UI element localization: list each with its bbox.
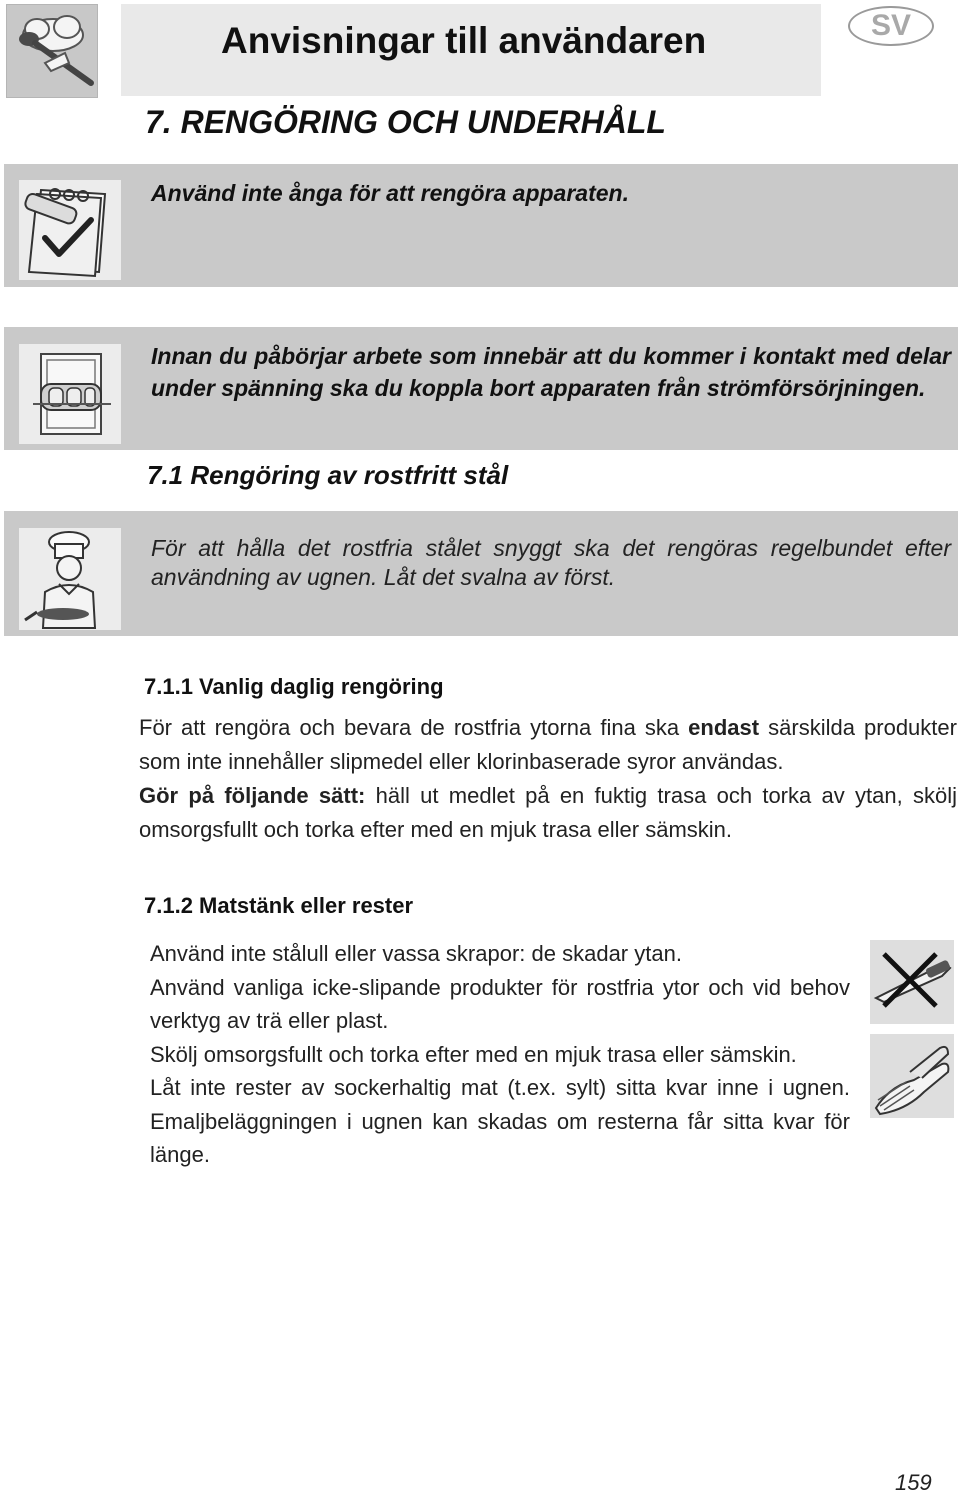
heading-food-splashes: 7.1.2 Matstänk eller rester bbox=[144, 893, 414, 918]
subsection-heading-stainless-steel: 7.1 Rengöring av rostfritt stål bbox=[147, 460, 509, 490]
heading-daily-cleaning: 7.1.1 Vanlig daglig rengöring bbox=[144, 674, 444, 699]
section-heading: 7. RENGÖRING OCH UNDERHÅLL bbox=[145, 104, 666, 140]
daily-p1-end: särskilda produkter som inte innehåller slipmedel eller klorinbaserade syror användas. bbox=[139, 715, 957, 774]
daily-cleaning-body bbox=[139, 711, 957, 847]
daily-p1-emphasis: endast bbox=[688, 715, 760, 740]
logo-chef-spoon-icon bbox=[6, 4, 98, 98]
no-knife-icon bbox=[870, 940, 954, 1024]
splash-line: Låt inte rester av sockerhaltig mat (t.ex. sylt) sitta kvar inne i ugnen. Emaljbeläggningen i ugnen kan skadas om resterna får sitta kvar för länge. bbox=[150, 1075, 850, 1167]
document-title: Anvisningar till användaren bbox=[221, 20, 707, 61]
notice-power-text: Innan du påbörjar arbete som innebär att du kommer i kontakt med delar under spänning ska du koppla bort apparaten från strömförsörjningen. bbox=[151, 343, 951, 401]
splash-line: Använd inte stålull eller vassa skrapor: de skadar ytan. bbox=[150, 941, 682, 966]
notepad-check-icon bbox=[19, 180, 121, 280]
daily-p2-lead: Gör på följande sätt: bbox=[139, 783, 366, 808]
daily-p2-rest: häll ut medlet på en fuktig trasa och torka av ytan, skölj omsorgsfullt och torka efter med en mjuk trasa eller sämskin. bbox=[139, 783, 957, 842]
daily-cleaning-paragraph-2 bbox=[139, 779, 957, 847]
food-splashes-body bbox=[150, 937, 850, 1172]
splash-line: Använd vanliga icke-slipande produkter för rostfria ytor och vid behov verktyg av trä eller plast. bbox=[150, 974, 850, 1033]
page-number: 159 bbox=[895, 1470, 932, 1495]
daily-p1-start: För att rengöra och bevara de rostfria ytorna fina ska bbox=[139, 715, 680, 740]
stainless-steel-intro: För att hålla det rostfria stålet snyggt ska det rengöras regelbundet efter användning av ugnen. Låt det svalna av först. bbox=[151, 535, 951, 590]
notice-steam-text: Använd inte ånga för att rengöra apparaten. bbox=[151, 180, 629, 206]
splash-line: Skölj omsorgsfullt och torka efter med en mjuk trasa eller sämskin. bbox=[150, 1041, 797, 1067]
cleaning-hand-icon bbox=[870, 1034, 954, 1118]
daily-cleaning-paragraph-1 bbox=[139, 711, 957, 779]
chef-icon bbox=[19, 528, 121, 630]
language-badge: SV bbox=[848, 6, 934, 46]
power-switch-icon bbox=[19, 344, 121, 444]
